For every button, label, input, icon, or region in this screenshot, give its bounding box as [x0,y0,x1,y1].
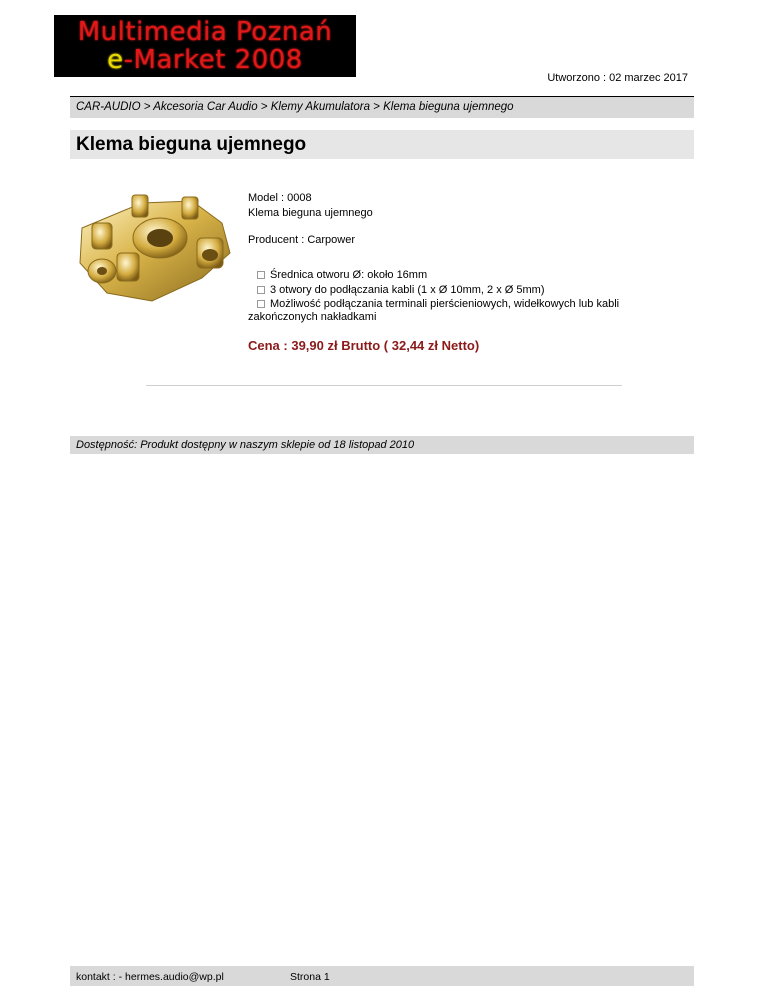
logo-e-letter: e [107,45,124,75]
breadcrumb: CAR-AUDIO > Akcesoria Car Audio > Klemy Akumulatora > Klema bieguna ujemnego [70,97,694,118]
logo-market-text: -Market 2008 [123,45,303,75]
feature-item [248,297,688,312]
title-bar [70,130,694,159]
product-price: Cena : 39,90 zł Brutto ( 32,44 zł Netto) [248,338,480,353]
feature-continuation: zakończonych nakładkami [248,311,377,323]
feature-text: Średnica otworu Ø: około 16mm [270,269,428,281]
product-producer: Producent : Carpower [248,234,355,246]
logo-text-line2 [54,46,356,74]
feature-list [248,268,688,312]
availability-bar: Dostępność: Produkt dostępny w naszym sklepie od 18 listopad 2010 [70,436,694,454]
bullet-box-icon [257,286,265,294]
product-image [72,183,242,313]
feature-item [248,283,688,298]
footer-bar [70,966,694,986]
product-name: Klema bieguna ujemnego [248,207,373,219]
page-title: Klema bieguna ujemnego [76,134,307,155]
product-info [248,191,373,221]
page-number: Strona 1 [290,971,330,983]
created-date: Utworzono : 02 marzec 2017 [547,72,688,84]
feature-text: 3 otwory do podłączania kabli (1 x Ø 10mm, 2 x Ø 5mm) [270,283,545,296]
bullet-box-icon [257,271,265,279]
site-logo [54,15,356,77]
feature-item [248,268,688,283]
feature-text: Możliwość podłączania terminali pierścieniowych, widełkowych lub kabli [270,298,620,310]
separator-line [146,385,622,386]
footer-contact: kontakt : - hermes.audio@wp.pl [76,971,224,983]
logo-text-line1: Multimedia Poznań [77,17,333,47]
bullet-box-icon [257,300,265,308]
product-model: Model : 0008 [248,192,312,204]
